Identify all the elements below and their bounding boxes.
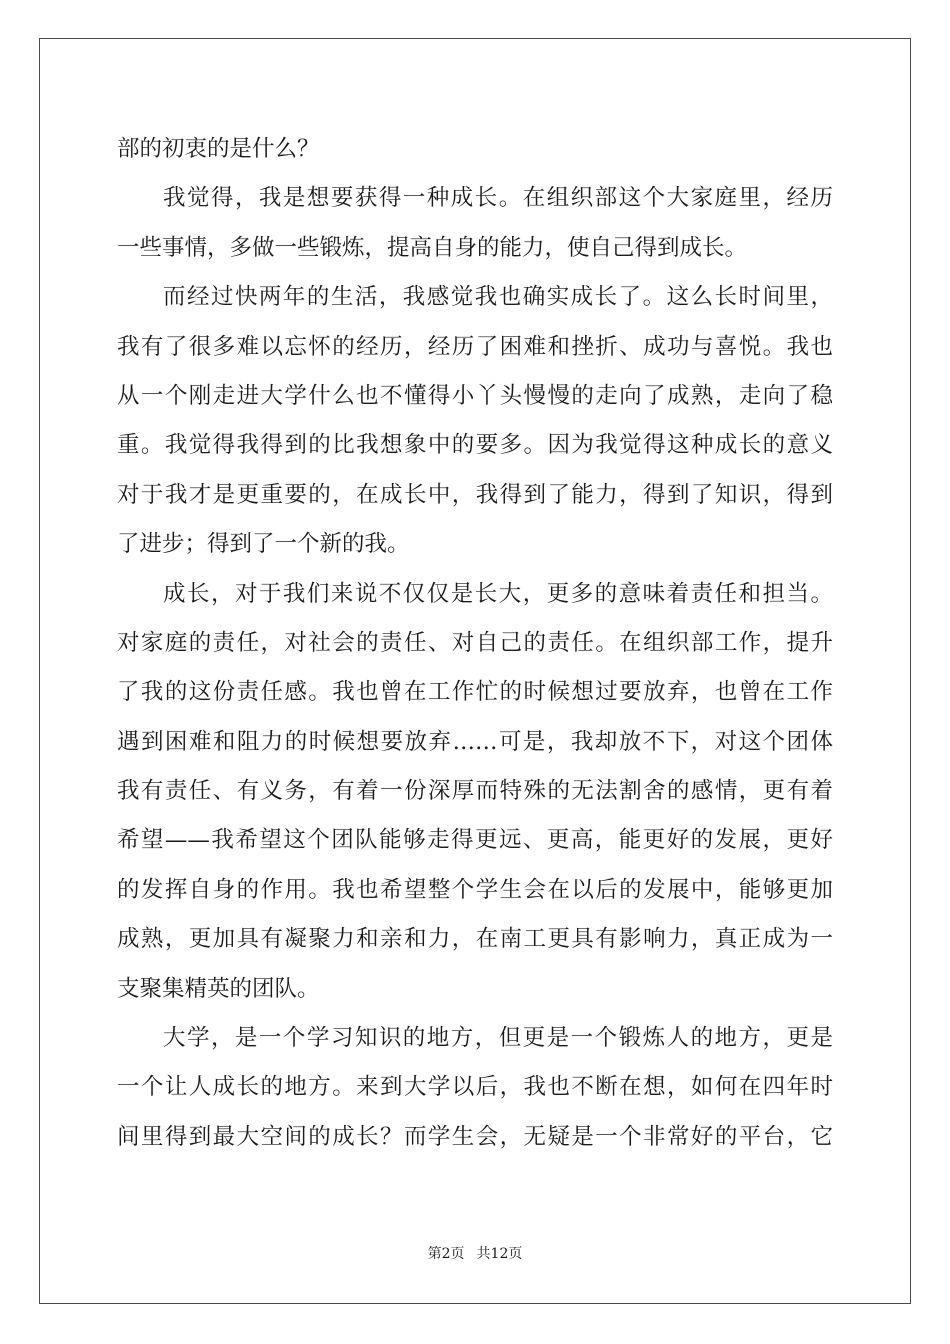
text-line: 一些事情，多做一些锻炼，提高自身的能力，使自己得到成长。 xyxy=(117,234,748,261)
text-line: 部的初衷的是什么？ xyxy=(117,136,320,162)
text-line: 重。我觉得我得到的比我想象中的要多。因为我觉得这种成长的意义 xyxy=(117,432,833,459)
text-line: 大学，是一个学习知识的地方，但更是一个锻炼人的地方，更是 xyxy=(163,1025,833,1052)
page-footer xyxy=(0,1243,950,1263)
text-line: 遇到困难和阻力的时候想要放弃……可是，我却放不下，对这个团体 xyxy=(117,728,833,755)
text-line: 支聚集精英的团队。 xyxy=(117,975,320,1002)
text-line: 了我的这份责任感。我也曾在工作忙的时候想过要放弃，也曾在工作 xyxy=(117,679,833,706)
text-line: 我有了很多难以忘怀的经历，经历了困难和挫折、成功与喜悦。我也 xyxy=(117,333,833,360)
text-line: 我觉得，我是想要获得一种成长。在组织部这个大家庭里，经历 xyxy=(163,185,833,212)
text-line: 而经过快两年的生活，我感觉我也确实成长了。这么长时间里， xyxy=(163,284,833,311)
text-line: 希望——我希望这个团队能够走得更远、更高，能更好的发展，更好 xyxy=(117,827,833,854)
text-line: 的发挥自身的作用。我也希望整个学生会在以后的发展中，能够更加 xyxy=(117,876,833,903)
page-number: 第2页 xyxy=(427,1246,465,1262)
text-line: 间里得到最大空间的成长？而学生会，无疑是一个非常好的平台，它 xyxy=(117,1123,833,1150)
text-line: 我有责任、有义务，有着一份深厚而特殊的无法割舍的感情，更有着 xyxy=(117,778,833,805)
text-line: 从一个刚走进大学什么也不懂得小丫头慢慢的走向了成熟，走向了稳 xyxy=(117,382,833,409)
text-line: 成熟，更加具有凝聚力和亲和力，在南工更具有影响力，真正成为一 xyxy=(117,926,833,953)
text-line: 了进步；得到了一个新的我。 xyxy=(117,531,410,558)
document-body xyxy=(117,125,833,1162)
text-line: 对于我才是更重要的，在成长中，我得到了能力，得到了知识，得到 xyxy=(117,481,833,508)
page-total: 共12页 xyxy=(476,1246,523,1262)
text-line: 一个让人成长的地方。来到大学以后，我也不断在想，如何在四年时 xyxy=(117,1074,833,1101)
text-line: 成长，对于我们来说不仅仅是长大，更多的意味着责任和担当。 xyxy=(163,580,833,607)
text-line: 对家庭的责任，对社会的责任、对自己的责任。在组织部工作，提升 xyxy=(117,629,833,656)
